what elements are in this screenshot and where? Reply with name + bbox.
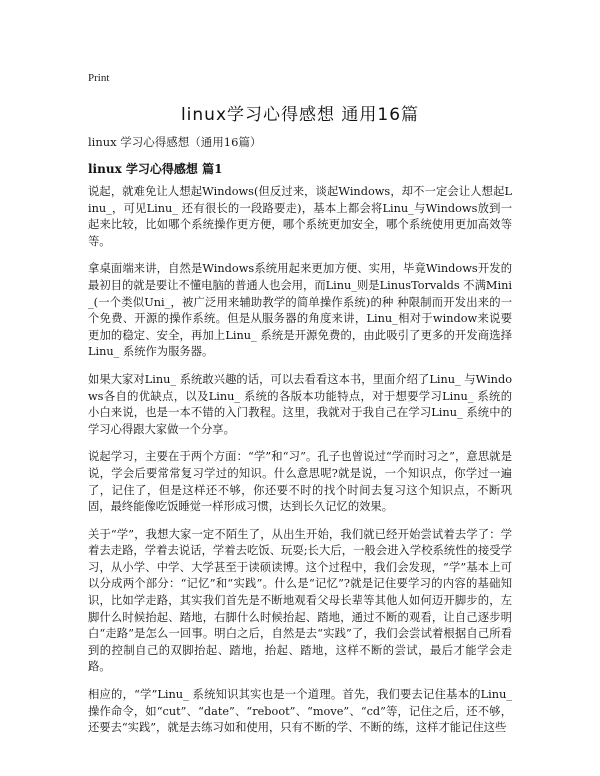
body-text <box>88 184 512 748</box>
print-label: Print <box>88 72 110 84</box>
section-heading: linux 学习心得感想 篇1 <box>88 162 223 176</box>
paragraph-6: 相应的，“学”Linu_ 系统知识其实也是一个道理。首先，我们要去记住基本的Linu_ 操作命令，如“cut”、“date”、“reboot”、“move”、“cd”等，记住之后，还不够，还要去“实践”，就是去练习如和使用，只有不断的学、不断的练，这样才能记住这些 <box>88 688 512 735</box>
paragraph-4: 说起学习，主要在于两个方面：“学”和“习”。孔子也曾说过“学而时习之”，意思就是说，学会后要常常复习学过的知识。什么意思呢?就是说，一个知识点，你学过一遍了，记住了，但是这样还不够，你还要不时的找个时间去复习这个知识点，不断巩固，最终能像吃饭睡觉一样形成习惯，达到长久记忆的效果。 <box>88 450 512 514</box>
paragraph-1: 说起，就难免让人想起Windows(但反过来，谈起Windows，却不一定会让人想起Linu_，可见Linu_ 还有很长的一段路要走)，基本上都会将Linu_与Windows放到一起来比较，比如哪个系统操作更方便，哪个系统更加安全，哪个系统使用更加高效等等。 <box>88 185 512 248</box>
paragraph-5: 关于“学”，我想大家一定不陌生了，从出生开始，我们就已经开始尝试着去学了：学着去走路，学着去说话，学着去吃饭、玩耍;长大后，一般会进入学校系统性的接受学习，从小学、中学、大学甚至于读硕读博。这个过程中，我们会发现，“学”基本上可以分成两个部分：“记忆”和“实践”。什么是“记忆”?就是记住要学习的内容的基础知识，比如学走路，其实我们首先是不断地观看父母长辈等其他人如何迈开脚步的，左脚什么时候抬起、踏地，右脚什么时候抬起、踏地，通过不断的观看，让自己逐步明白“走路”是怎么一回事。明白之后，自然是去“实践”了，我们会尝试着根据自己所看到的控制自己的双脚抬起、踏地，抬起、踏地，这样不断的尝试，最后才能学会走路。 <box>88 527 512 674</box>
paragraph-2: 拿桌面端来讲，自然是Windows系统用起来更加方便、实用，毕竟Windows开发的最初目的就是要让不懂电脑的普通人也会用，而Linu_则是LinusTorvalds 不满Mini_(一个类似Uni_，被广泛用来辅助教学的简单操作系统)的种 种限制而开发出来的一个免费、开源的操作系统。但是从服务器的角度来讲，Linu_相对于window来说要更加的稳定、安全，再加上Linu_ 系统是开源免费的，由此吸引了更多的开发商选择Linu_ 系统作为服务器。 <box>88 262 512 359</box>
document-subtitle: linux 学习心得感想（通用16篇） <box>88 135 262 149</box>
page-title: linux学习心得感想 通用16篇 <box>180 105 420 125</box>
paragraph-3: 如果大家对Linu_ 系统敢兴趣的话，可以去看看这本书，里面介绍了Linu_ 与Windows各自的优缺点，以及Linu_ 系统的各版本功能特点，对于想要学习Linu_ 系统的小白来说，也是一本不错的入门教程。这里，我就对于我自己在学习Linu_ 系统中的学习心得跟大家做一个分享。 <box>88 372 512 436</box>
